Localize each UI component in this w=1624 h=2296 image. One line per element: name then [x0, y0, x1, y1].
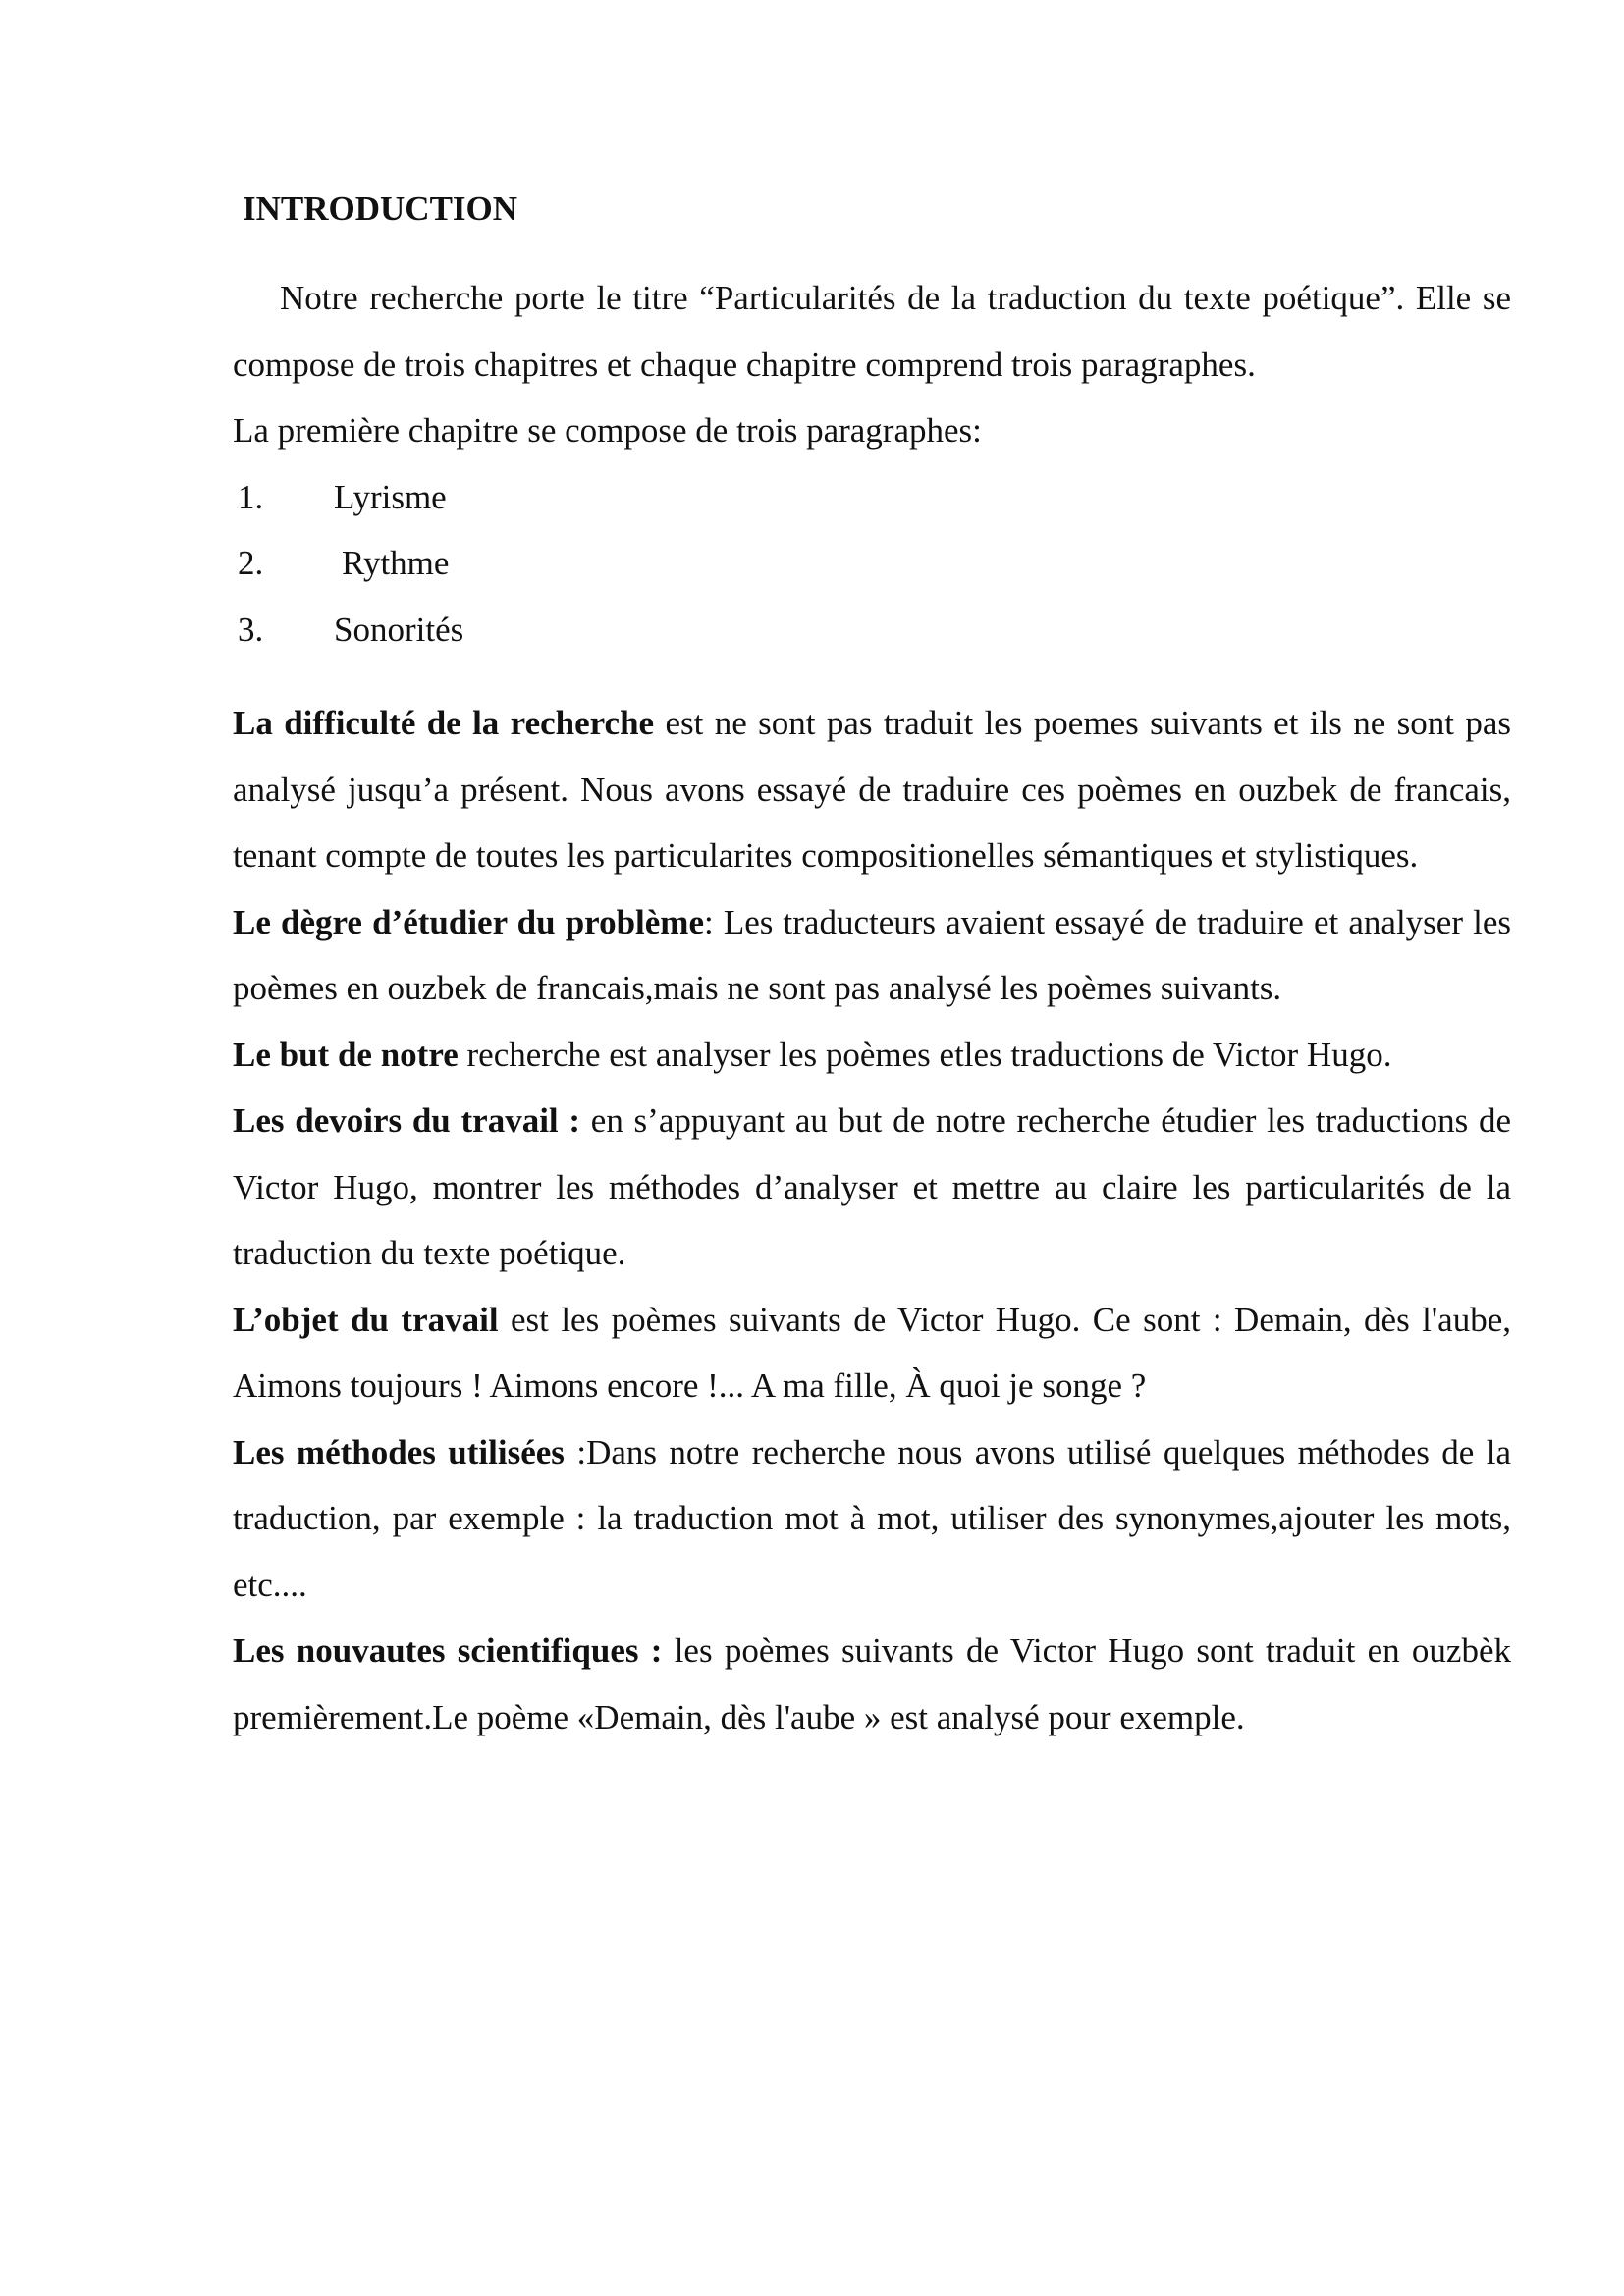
- section-label: L’objet du travail: [233, 1300, 499, 1339]
- list-item-number: 1.: [238, 477, 264, 516]
- section-label: Les nouvautes scientifiques :: [233, 1631, 663, 1670]
- intro-chapter-line: La première chapitre se compose de trois paragraphes:: [233, 411, 982, 450]
- section-text: en s’appuyant au but de notre recherche étudier les traductions de Victor Hugo, montrer les méthodes d’analyser et mettre au claire les particularités de la traduction du texte poétique.: [233, 1101, 1512, 1272]
- section-difficulty: [233, 690, 1511, 889]
- section-text: : Les traducteurs avaient essayé de traduire et analyser les poèmes en ouzbek de francais,mais ne sont pas analysé les poèmes suivants.: [233, 902, 1511, 1007]
- list-item-label: Rythme: [342, 544, 450, 582]
- section-text: :Dans notre recherche nous avons utilisé quelques méthodes de la traduction, par exemple : la traduction mot à mot, utiliser des synonymes,ajouter les mots, etc....: [233, 1432, 1511, 1604]
- section-label: Les devoirs du travail :: [233, 1101, 581, 1140]
- section-object: [233, 1287, 1511, 1419]
- list-item-label: Sonorités: [334, 610, 464, 649]
- section-text: recherche est analyser les poèmes etles traductions de Victor Hugo.: [458, 1035, 1392, 1074]
- list-item: [233, 464, 1511, 531]
- section-duties: [233, 1088, 1511, 1287]
- section-methods: [233, 1419, 1511, 1619]
- document-heading: INTRODUCTION: [243, 189, 518, 228]
- list-item-label: Lyrisme: [334, 477, 447, 516]
- section-novelty: [233, 1618, 1511, 1750]
- paragraph-list: [233, 464, 1511, 664]
- document-body: [233, 185, 1511, 1750]
- section-label: Le dègre d’étudier du problème: [233, 902, 704, 941]
- intro-paragraph: Notre recherche porte le titre “Particularités de la traduction du texte poétique”. Elle se compose de trois chapitres et chaque chapitre comprend trois paragraphes.: [233, 279, 1511, 384]
- section-label: La difficulté de la recherche: [233, 704, 655, 742]
- section-text: est ne sont pas traduit les poemes suivants et ils ne sont pas analysé jusqu’a présent. Nous avons essayé de traduire ces poèmes en ouzbek de francais, tenant compte de toutes les particularites compositionelles sémantiques et stylistiques.: [233, 704, 1512, 875]
- section-label: Le but de notre: [233, 1035, 459, 1074]
- list-item-number: 3.: [238, 610, 264, 649]
- list-item: [233, 530, 1511, 597]
- list-item: [233, 597, 1511, 664]
- list-item-number: 2.: [238, 544, 264, 582]
- section-label: Les méthodes utilisées: [233, 1432, 565, 1471]
- section-degree: [233, 889, 1511, 1022]
- section-goal: [233, 1022, 1511, 1089]
- section-text: est les poèmes suivants de Victor Hugo. Ce sont : Demain, dès l'aube, Aimons toujours ! Aimons encore !... A ma fille, À quoi je songe ?: [233, 1300, 1511, 1405]
- section-text: les poèmes suivants de Victor Hugo sont traduit en ouzbèk premièrement.Le poème «Demain, dès l'aube » est analysé pour exemple.: [233, 1631, 1511, 1736]
